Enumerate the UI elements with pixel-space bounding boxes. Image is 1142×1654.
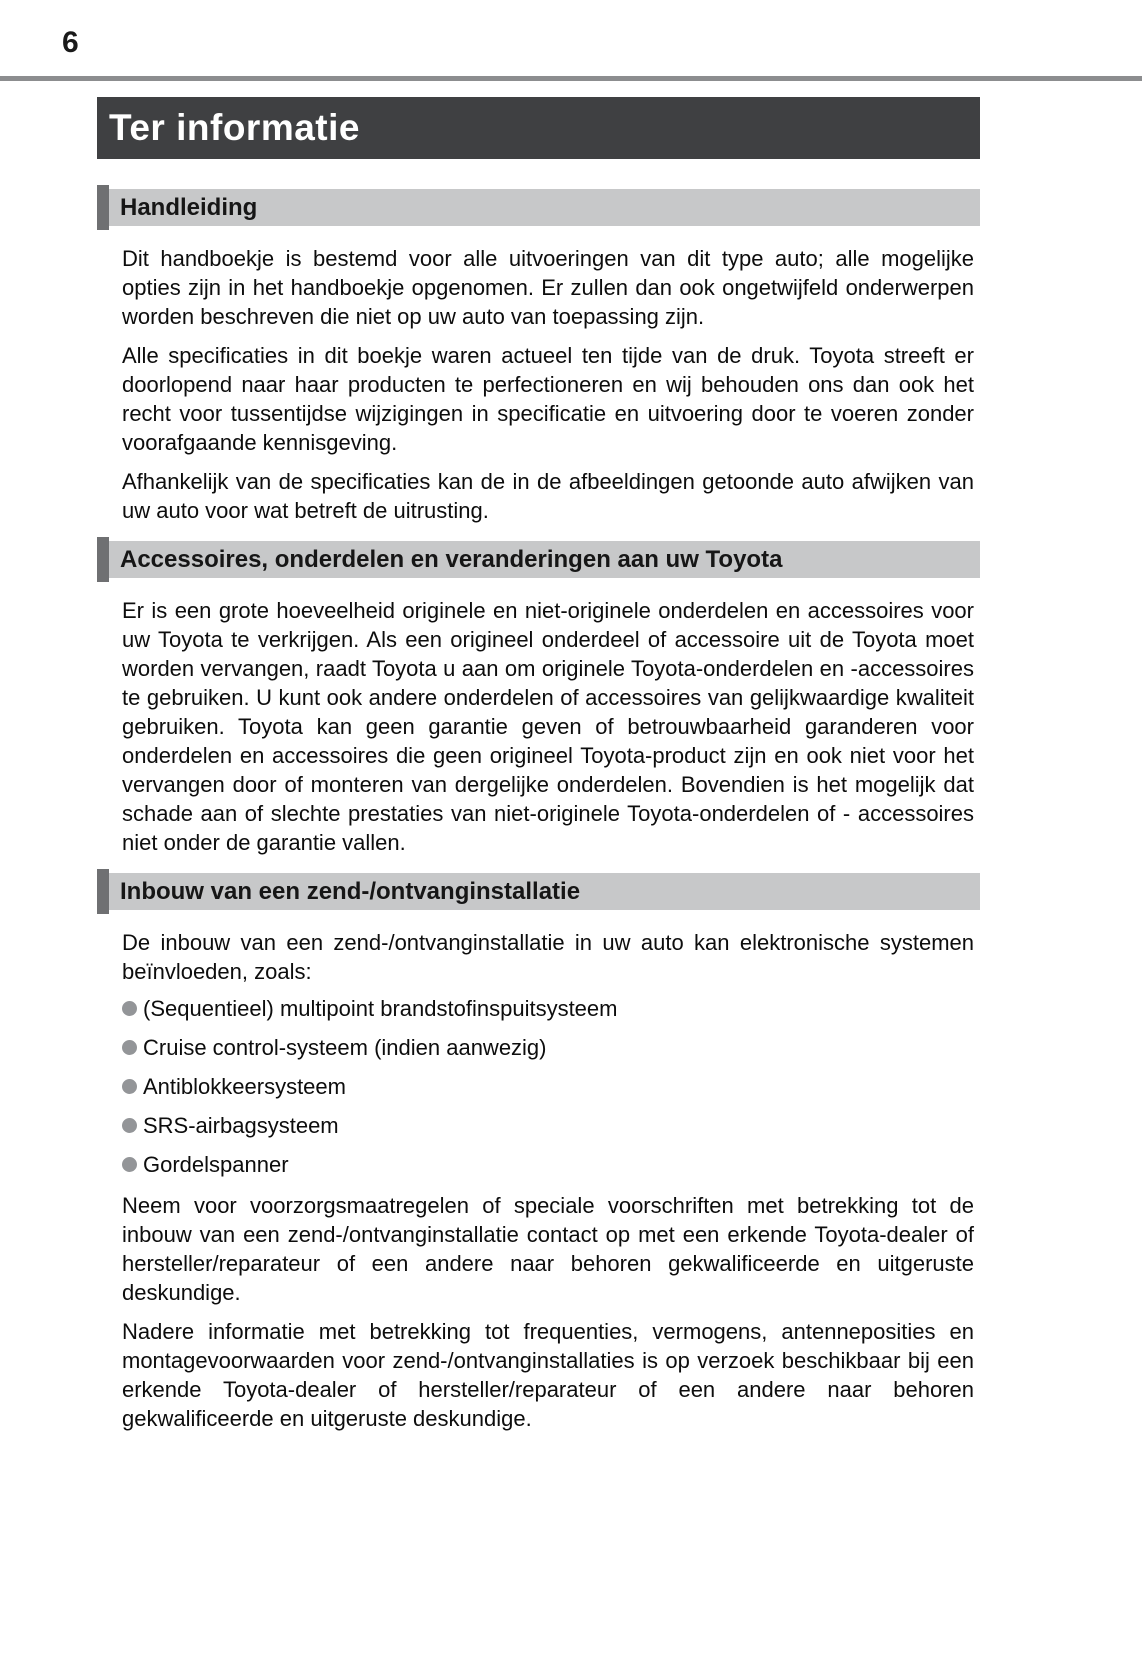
list-item [122,1035,980,1060]
paragraph: Neem voor voorzorgsmaatregelen of speciale voorschriften met betrekking tot de inbouw van een zend-/ontvanginstallatie contact op met een erkende Toyota-dealer of hersteller/reparateur of een andere naar behoren gekwalificeerde en uitgeruste deskundige. [122,1193,974,1305]
page-number: 6 [62,26,79,59]
top-rule-divider [0,76,1142,81]
section-header-handleiding [97,189,980,226]
list-item-label: Antiblokkeersysteem [143,1074,346,1099]
section-heading: Accessoires, onderdelen en veranderingen aan uw Toyota [120,545,783,573]
bullet-icon [122,1079,137,1094]
section-header-accessoires [97,541,980,578]
chapter-title-banner [97,97,980,159]
paragraph: Alle specificaties in dit boekje waren actueel ten tijde van de druk. Toyota streeft er doorlopend naar haar producten te perfectioneren en wij behouden ons dan ook het recht voor tussentijdse wijzigingen in specificatie en uitvoering door te voeren zonder voorafgaande kennisgeving. [122,343,974,455]
list-item [122,1074,980,1099]
list-item [122,1113,980,1138]
list-item-label: (Sequentieel) multipoint brandstofinspuitsysteem [143,996,618,1021]
list-item [122,1152,980,1177]
paragraph: Afhankelijk van de specificaties kan de in de afbeeldingen getoonde auto afwijken van uw auto voor wat betreft de uitrusting. [122,469,974,523]
page-content [97,97,980,1443]
section-header-inbouw [97,873,980,910]
paragraph: Er is een grote hoeveelheid originele en niet-originele onderdelen en accessoires voor uw Toyota te verkrijgen. Als een origineel onderdeel of accessoire uit de Toyota moet worden vervangen, raadt Toyota u aan om originele Toyota-onderdelen en -accessoires te gebruiken. U kunt ook andere onderdelen of accessoires van gelijkwaardige kwaliteit gebruiken. Toyota kan geen garantie geven of betrouwbaarheid garanderen voor onderdelen en accessoires die geen origineel Toyota-product zijn en ook niet voor het vervangen door of monteren van dergelijke onderdelen. Bovendien is het mogelijk dat schade aan of slechte prestaties van niet-originele Toyota-onderdelen of - accessoires niet onder de garantie vallen. [122,598,974,855]
bullet-icon [122,1118,137,1133]
bullet-list [122,996,980,1177]
section-accent-bar [97,869,109,914]
paragraph: Nadere informatie met betrekking tot frequenties, vermogens, antenneposities en montagevoorwaarden voor zend-/ontvanginstallaties is op verzoek beschikbaar bij een erkende Toyota-dealer of hersteller/reparateur of een andere naar behoren gekwalificeerde en uitgeruste deskundige. [122,1319,974,1431]
section-heading: Handleiding [120,193,258,221]
chapter-title: Ter informatie [109,107,360,148]
list-item [122,996,980,1021]
list-item-label: SRS-airbagsysteem [143,1113,339,1138]
list-item-label: Gordelspanner [143,1152,289,1177]
bullet-icon [122,1001,137,1016]
section-accent-bar [97,537,109,582]
paragraph: Dit handboekje is bestemd voor alle uitvoeringen van dit type auto; alle mogelijke opties zijn in het handboekje opgenomen. Er zullen dan ook ongetwijfeld onderwerpen worden beschreven die niet op uw auto van toepassing zijn. [122,246,974,329]
section-accent-bar [97,185,109,230]
paragraph: De inbouw van een zend-/ontvanginstallatie in uw auto kan elektronische systemen beïnvloeden, zoals: [122,930,974,984]
list-item-label: Cruise control-systeem (indien aanwezig) [143,1035,547,1060]
bullet-icon [122,1157,137,1172]
section-heading: Inbouw van een zend-/ontvanginstallatie [120,877,581,905]
bullet-icon [122,1040,137,1055]
